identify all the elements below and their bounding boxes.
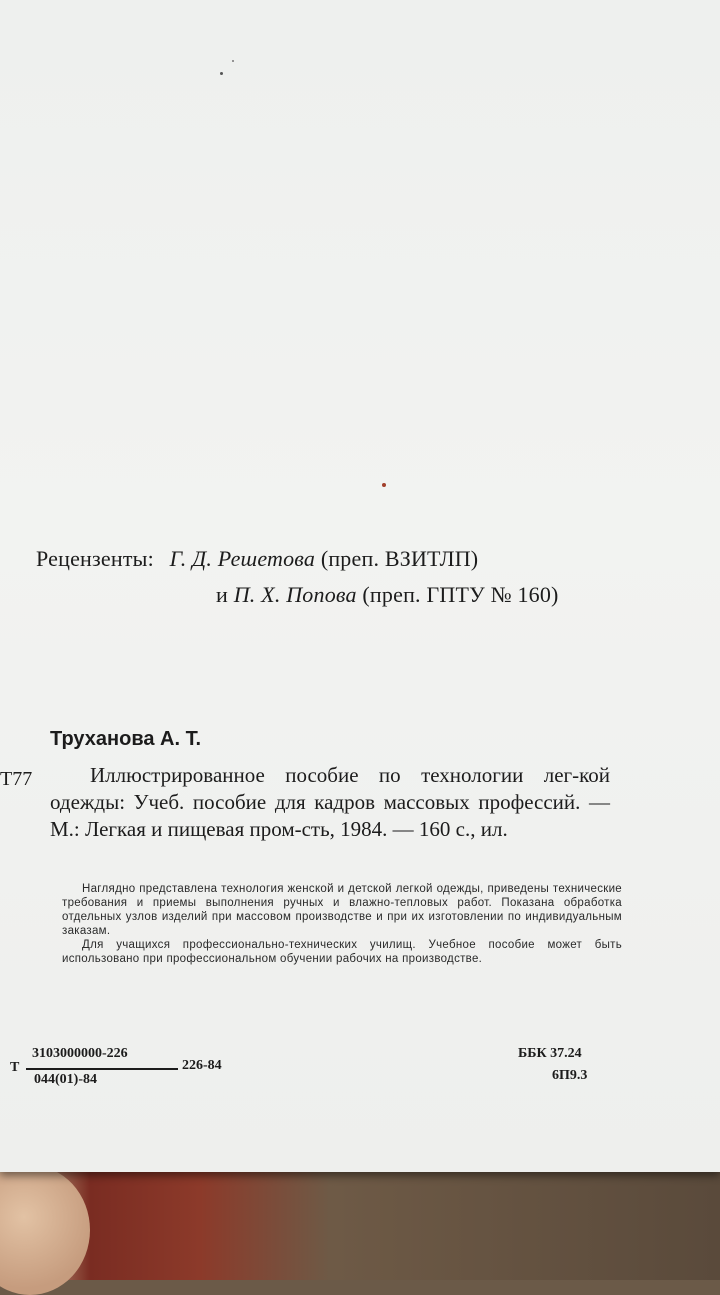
author-name: Труханова А. Т. (50, 728, 202, 750)
reviewers-line-2 (216, 582, 559, 608)
bbk-code: ББК 37.24 (518, 1046, 582, 1061)
bibliographic-description (50, 762, 610, 843)
catalog-prefix: Т (10, 1060, 20, 1075)
catalog-denominator: 044(01)-84 (34, 1072, 97, 1087)
speck (220, 72, 223, 75)
abstract-paragraph-1: Наглядно представлена технология женской и детской легкой одежды, приведены технические требования и приемы выполнения ручных и влажно-тепловых работ. Показана обработка отдельных узлов изделий при массовом производстве и при их изготовлении по индивидуальным заказам. (62, 883, 622, 937)
reviewer-1-affiliation: (преп. ВЗИТЛП) (320, 546, 479, 571)
table-background (0, 1160, 720, 1280)
fraction-line (26, 1068, 178, 1070)
speck (382, 483, 386, 487)
reviewer-1-name: Г. Д. Решетова (169, 546, 316, 571)
speck (232, 60, 234, 62)
catalog-numerator: 3103000000-226 (32, 1046, 128, 1061)
catalog-suffix: 226-84 (182, 1058, 222, 1073)
abstract (62, 882, 622, 966)
reviewer-2-affiliation: (преп. ГПТУ № 160) (362, 582, 559, 607)
reviewers-and: и (216, 582, 228, 607)
reviewers-label: Рецензенты: (36, 546, 154, 571)
udc-code: 6П9.3 (552, 1068, 588, 1083)
reviewer-2-name: П. Х. Попова (233, 582, 357, 607)
abstract-paragraph-2: Для учащихся профессионально-технических училищ. Учебное пособие может быть использовано при профессиональном обучении рабочих на производстве. (62, 939, 622, 965)
call-number: Т77 (0, 768, 33, 790)
reviewers-line-1 (36, 546, 478, 572)
description-text: Иллюстрированное пособие по технологии лег-кой одежды: Учеб. пособие для кадров массовых профессий. — М.: Легкая и пищевая пром-сть, 1984. — 160 с., ил. (50, 763, 610, 841)
